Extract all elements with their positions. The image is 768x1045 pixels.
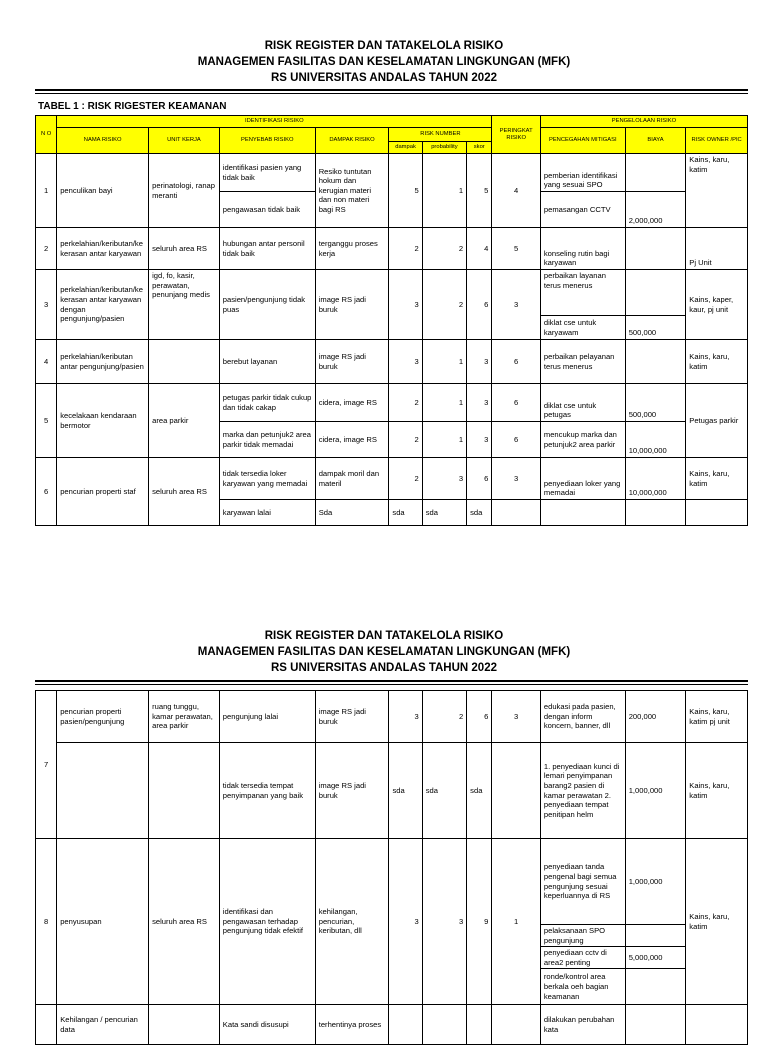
risk-impact: dampak moril dan materil (315, 458, 389, 500)
risk-cause: hubungan antar personil tidak baik (219, 228, 315, 270)
cost: 10,000,000 (625, 422, 686, 458)
cost: 500,000 (625, 316, 686, 340)
risk-impact: image RS jadi buruk (315, 340, 389, 384)
mitigation (540, 500, 625, 526)
risk-owner: Kains, karu, katim (686, 458, 748, 500)
header-skor-sub: skor (467, 142, 492, 154)
table-row (36, 228, 748, 270)
risk-impact: terhentinya proses (315, 1005, 389, 1045)
probability-score: sda (422, 500, 466, 526)
cost: 1,000,000 (625, 743, 686, 839)
impact-score: sda (389, 500, 422, 526)
header-biaya: BIAYA (625, 128, 686, 154)
risk-name: kecelakaan kendaraan bermotor (57, 384, 149, 458)
work-unit (149, 340, 220, 384)
work-unit: area parkir (149, 384, 220, 458)
risk-name: perkelahian/keributan/kekerasan antar karyawan dengan pengunjung/pasien (57, 270, 149, 340)
table-row (36, 1005, 748, 1045)
mitigation: diklat cse untuk karyawam (540, 316, 625, 340)
cost: 200,000 (625, 691, 686, 743)
risk-cause: Kata sandi disusupi (219, 1005, 315, 1045)
risk-name: pencurian properti pasien/pengunjung (57, 691, 149, 743)
risk-cause: identifikasi pasien yang tidak baik (219, 154, 315, 192)
row-number (36, 1005, 57, 1045)
probability-score: 1 (422, 384, 466, 422)
work-unit: ruang tunggu, kamar perawatan, area parkir (149, 691, 220, 743)
risk-name: perkelahian/keributan antar pengunjung/pasien (57, 340, 149, 384)
total-score: 4 (467, 228, 492, 270)
page1-title-line-3: RS UNIVERSITAS ANDALAS TAHUN 2022 (271, 72, 497, 84)
row-number: 8 (36, 839, 57, 1005)
risk-rank: 3 (492, 458, 540, 500)
risk-impact: image RS jadi buruk (315, 270, 389, 340)
work-unit: perinatologi, ranap meranti (149, 154, 220, 228)
probability-score: 2 (422, 691, 466, 743)
impact-score: 5 (389, 154, 422, 228)
mitigation: penyediaan tanda pengenal bagi semua pengunjung sesuai keperluannya di RS (540, 839, 625, 925)
cost (625, 500, 686, 526)
header-dampak: DAMPAK RISIKO (315, 128, 389, 154)
work-unit: seluruh area RS (149, 458, 220, 526)
risk-cause: tidak tersedia loker karyawan yang memadai (219, 458, 315, 500)
risk-cause: identifikasi dan pengawasan terhadap pengunjung tidak efektif (219, 839, 315, 1005)
risk-register-table-page1 (35, 115, 748, 526)
risk-owner: Kains, kaper, kaur, pj unit (686, 270, 748, 340)
cost (625, 154, 686, 192)
row-number: 3 (36, 270, 57, 340)
header-owner: RISK OWNER /PIC (686, 128, 748, 154)
cost (625, 969, 686, 1005)
risk-rank: 3 (492, 270, 540, 340)
risk-impact: cidera, image RS (315, 384, 389, 422)
table-row (36, 340, 748, 384)
cost (625, 270, 686, 316)
mitigation: 1. penyediaan kunci di lemari penyimpanan barang2 pasien di kamar perawatan 2. penyediaan tempat penitipan helm (540, 743, 625, 839)
risk-owner: Kains, karu, katim (686, 743, 748, 839)
table-row (36, 743, 748, 839)
header-unit: UNIT KERJA (149, 128, 220, 154)
risk-rank: 6 (492, 422, 540, 458)
page1-title-line-1: RISK REGISTER DAN TATAKELOLA RISIKO (264, 40, 504, 52)
risk-cause: tidak tersedia tempat penyimpanan yang baik (219, 743, 315, 839)
risk-owner: Kains, karu, katim (686, 839, 748, 1005)
probability-score: 1 (422, 422, 466, 458)
mitigation: diklat cse untuk petugas (540, 384, 625, 422)
risk-impact: Resiko tuntutan hokum dan kerugian materi dan non materi bagi RS (315, 154, 389, 228)
risk-name (57, 743, 149, 839)
mitigation: konseling rutin bagi karyawan (540, 228, 625, 270)
risk-name: perkelahian/keributan/kekerasan antar karyawan (57, 228, 149, 270)
cost: 10,000,000 (625, 458, 686, 500)
risk-impact: cidera, image RS (315, 422, 389, 458)
mitigation: penyediaan cctv di area2 penting (540, 947, 625, 969)
impact-score: 3 (389, 340, 422, 384)
mitigation: dilakukan perubahan kata (540, 1005, 625, 1045)
mitigation: ronde/kontrol area berkala oeh bagian keamanan (540, 969, 625, 1005)
probability-score: 3 (422, 458, 466, 500)
risk-rank: 4 (492, 154, 540, 228)
cost: 5,000,000 (625, 947, 686, 969)
risk-rank: 3 (492, 691, 540, 743)
impact-score: 2 (389, 422, 422, 458)
header-probability-sub: probability (422, 142, 466, 154)
total-score: 3 (467, 422, 492, 458)
page2-title-rule (35, 680, 748, 685)
risk-name: Kehilangan / pencurian data (57, 1005, 149, 1045)
impact-score: 3 (389, 839, 422, 1005)
risk-name: pencurian properti staf (57, 458, 149, 526)
risk-cause: marka dan petunjuk2 area parkir tidak memadai (219, 422, 315, 458)
total-score: 3 (467, 384, 492, 422)
cost (625, 228, 686, 270)
page1-title-rule (35, 89, 748, 94)
risk-impact: image RS jadi buruk (315, 691, 389, 743)
row-number: 2 (36, 228, 57, 270)
total-score: 6 (467, 270, 492, 340)
risk-owner: Petugas parkir (686, 384, 748, 458)
risk-name: penyusupan (57, 839, 149, 1005)
total-score: 6 (467, 458, 492, 500)
total-score: 9 (467, 839, 492, 1005)
work-unit: igd, fo, kasir, perawatan, penunjang medis (149, 270, 220, 340)
probability-score: 2 (422, 270, 466, 340)
mitigation: pemberian identifikasi yang sesuai SPO (540, 154, 625, 192)
risk-cause: pengawasan tidak baik (219, 192, 315, 228)
impact-score: 3 (389, 691, 422, 743)
mitigation: pelaksanaan SPO pengunjung (540, 925, 625, 947)
header-no: N O (36, 116, 57, 154)
cost: 2,000,000 (625, 192, 686, 228)
row-number: 4 (36, 340, 57, 384)
mitigation: penyediaan loker yang memadai (540, 458, 625, 500)
risk-rank: 5 (492, 228, 540, 270)
mitigation: perbaikan layanan terus menerus (540, 270, 625, 316)
page1-title (0, 38, 768, 86)
header-identifikasi: IDENTIFIKASI RISIKO (57, 116, 492, 128)
total-score: sda (467, 500, 492, 526)
probability-score: 1 (422, 340, 466, 384)
risk-owner (686, 500, 748, 526)
impact-score: 3 (389, 270, 422, 340)
probability-score: 2 (422, 228, 466, 270)
risk-cause: pasien/pengunjung tidak puas (219, 270, 315, 340)
header-penyebab: PENYEBAB RISIKO (219, 128, 315, 154)
page2-title-line-1: RISK REGISTER DAN TATAKELOLA RISIKO (264, 630, 504, 642)
risk-rank: 6 (492, 384, 540, 422)
work-unit (149, 1005, 220, 1045)
total-score: 3 (467, 340, 492, 384)
risk-rank (492, 1005, 540, 1045)
row-number: 5 (36, 384, 57, 458)
total-score: 5 (467, 154, 492, 228)
total-score: sda (467, 743, 492, 839)
mitigation: pemasangan CCTV (540, 192, 625, 228)
cost: 1,000,000 (625, 839, 686, 925)
impact-score: sda (389, 743, 422, 839)
table-row (36, 384, 748, 422)
table-title: TABEL 1 : RISK RIGESTER KEAMANAN (38, 101, 227, 112)
mitigation: mencukup marka dan petunjuk2 area parkir (540, 422, 625, 458)
risk-name: penculikan bayi (57, 154, 149, 228)
row-number: 1 (36, 154, 57, 228)
impact-score: 2 (389, 384, 422, 422)
impact-score: 2 (389, 458, 422, 500)
header-nama: NAMA RISIKO (57, 128, 149, 154)
risk-impact: terganggu proses kerja (315, 228, 389, 270)
cost (625, 925, 686, 947)
row-number: 7 (36, 691, 57, 839)
probability-score: sda (422, 743, 466, 839)
table-row (36, 270, 748, 316)
risk-impact: kehilangan, pencurian, keributan, dll (315, 839, 389, 1005)
risk-cause: karyawan lalai (219, 500, 315, 526)
risk-cause: petugas parkir tidak cukup dan tidak cakap (219, 384, 315, 422)
total-score: 6 (467, 691, 492, 743)
risk-rank (492, 743, 540, 839)
impact-score (389, 1005, 422, 1045)
risk-impact: image RS jadi buruk (315, 743, 389, 839)
risk-owner: Pj Unit (686, 228, 748, 270)
table-row (36, 839, 748, 925)
page2-title (0, 628, 768, 676)
page2-title-line-3: RS UNIVERSITAS ANDALAS TAHUN 2022 (271, 662, 497, 674)
mitigation: perbaikan pelayanan terus menerus (540, 340, 625, 384)
page2-title-line-2: MANAGEMEN FASILITAS DAN KESELAMATAN LINGKUNGAN (MFK) (197, 646, 571, 658)
table-row (36, 458, 748, 500)
risk-owner: Kains, karu, katim pj unit (686, 691, 748, 743)
cost (625, 340, 686, 384)
impact-score: 2 (389, 228, 422, 270)
risk-rank: 1 (492, 839, 540, 1005)
work-unit (149, 743, 220, 839)
page1-title-line-2: MANAGEMEN FASILITAS DAN KESELAMATAN LINGKUNGAN (MFK) (197, 56, 571, 68)
probability-score: 1 (422, 154, 466, 228)
probability-score: 3 (422, 839, 466, 1005)
risk-owner: Kains, karu, katim (686, 154, 748, 228)
header-pengelolaan: PENGELOLAAN RISIKO (540, 116, 747, 128)
header-peringkat: PERINGKAT RISIKO (492, 116, 540, 154)
risk-rank: 6 (492, 340, 540, 384)
risk-owner (686, 1005, 748, 1045)
risk-cause: berebut layanan (219, 340, 315, 384)
work-unit: seluruh area RS (149, 839, 220, 1005)
cost (625, 1005, 686, 1045)
probability-score (422, 1005, 466, 1045)
risk-rank (492, 500, 540, 526)
work-unit: seluruh area RS (149, 228, 220, 270)
risk-register-table-page2 (35, 690, 748, 1045)
cost: 500,000 (625, 384, 686, 422)
header-dampak-sub: dampak (389, 142, 422, 154)
risk-owner: Kains, karu, katim (686, 340, 748, 384)
table-row (36, 691, 748, 743)
header-pencegahan: PENCEGAHAN MITIGASI (540, 128, 625, 154)
mitigation: edukasi pada pasien, dengan inform koncern, banner, dll (540, 691, 625, 743)
risk-cause: pengunjung lalai (219, 691, 315, 743)
table-row (36, 154, 748, 192)
total-score (467, 1005, 492, 1045)
header-risk-number: RISK NUMBER (389, 128, 492, 142)
row-number: 6 (36, 458, 57, 526)
risk-impact: Sda (315, 500, 389, 526)
